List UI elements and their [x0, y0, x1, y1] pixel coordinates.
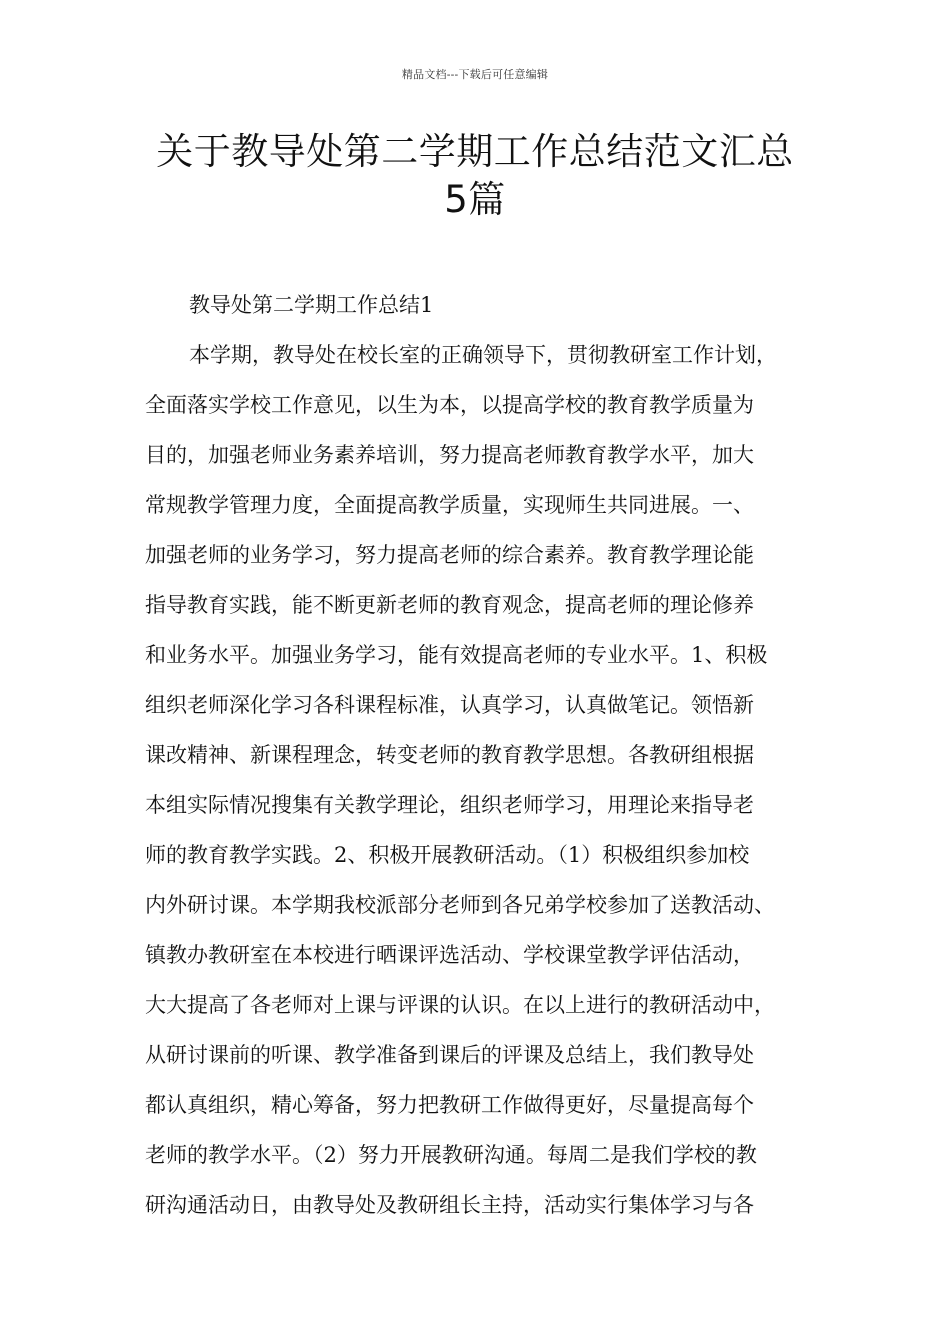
paragraph-line: 内外研讨课。本学期我校派部分老师到各兄弟学校参加了送教活动、 — [145, 893, 775, 917]
paragraph-line: 本学期，教导处在校长室的正确领导下，贯彻教研室工作计划， — [189, 343, 777, 367]
paragraph-line: 全面落实学校工作意见，以生为本，以提高学校的教育教学质量为 — [145, 393, 754, 417]
paragraph-line: 加强老师的业务学习，努力提高老师的综合素养。教育教学理论能 — [145, 543, 754, 567]
paragraph-line: 研沟通活动日，由教导处及教研组长主持，活动实行集体学习与各 — [145, 1193, 754, 1217]
paragraph-line: 老师的教学水平。（2）努力开展教研沟通。每周二是我们学校的教 — [145, 1143, 757, 1167]
header-note: 精品文档---下载后可任意编辑 — [401, 68, 549, 81]
paragraph-line: 目的，加强老师业务素养培训，努力提高老师教育教学水平，加大 — [145, 443, 754, 467]
document-body — [145, 280, 835, 1230]
paragraph-line: 课改精神、新课程理念，转变老师的教育教学思想。各教研组根据 — [145, 743, 754, 767]
section-heading: 教导处第二学期工作总结1 — [189, 293, 434, 317]
title-line-2: 5篇 — [444, 178, 506, 221]
paragraph-line: 从研讨课前的听课、教学准备到课后的评课及总结上，我们教导处 — [145, 1043, 754, 1067]
title-line-1: 关于教导处第二学期工作总结范文汇总 — [156, 130, 794, 173]
paragraph-line: 组织老师深化学习各科课程标准，认真学习，认真做笔记。领悟新 — [145, 693, 754, 717]
paragraph-line: 大大提高了各老师对上课与评课的认识。在以上进行的教研活动中， — [145, 993, 775, 1017]
paragraph-line: 都认真组织，精心筹备，努力把教研工作做得更好，尽量提高每个 — [145, 1093, 754, 1117]
paragraph-line: 本组实际情况搜集有关教学理论，组织老师学习，用理论来指导老 — [145, 793, 754, 817]
paragraph-line: 常规教学管理力度，全面提高教学质量，实现师生共同进展。一、 — [145, 493, 754, 517]
paragraph-line: 镇教办教研室在本校进行晒课评选活动、学校课堂教学评估活动， — [145, 943, 754, 967]
document-title — [100, 128, 850, 224]
paragraph-line: 指导教育实践，能不断更新老师的教育观念，提高老师的理论修养 — [145, 593, 754, 617]
paragraph-line: 和业务水平。加强业务学习，能有效提高老师的专业水平。1、积极 — [145, 643, 768, 667]
paragraph-line: 师的教育教学实践。2、积极开展教研活动。（1）积极组织参加校 — [145, 843, 750, 867]
